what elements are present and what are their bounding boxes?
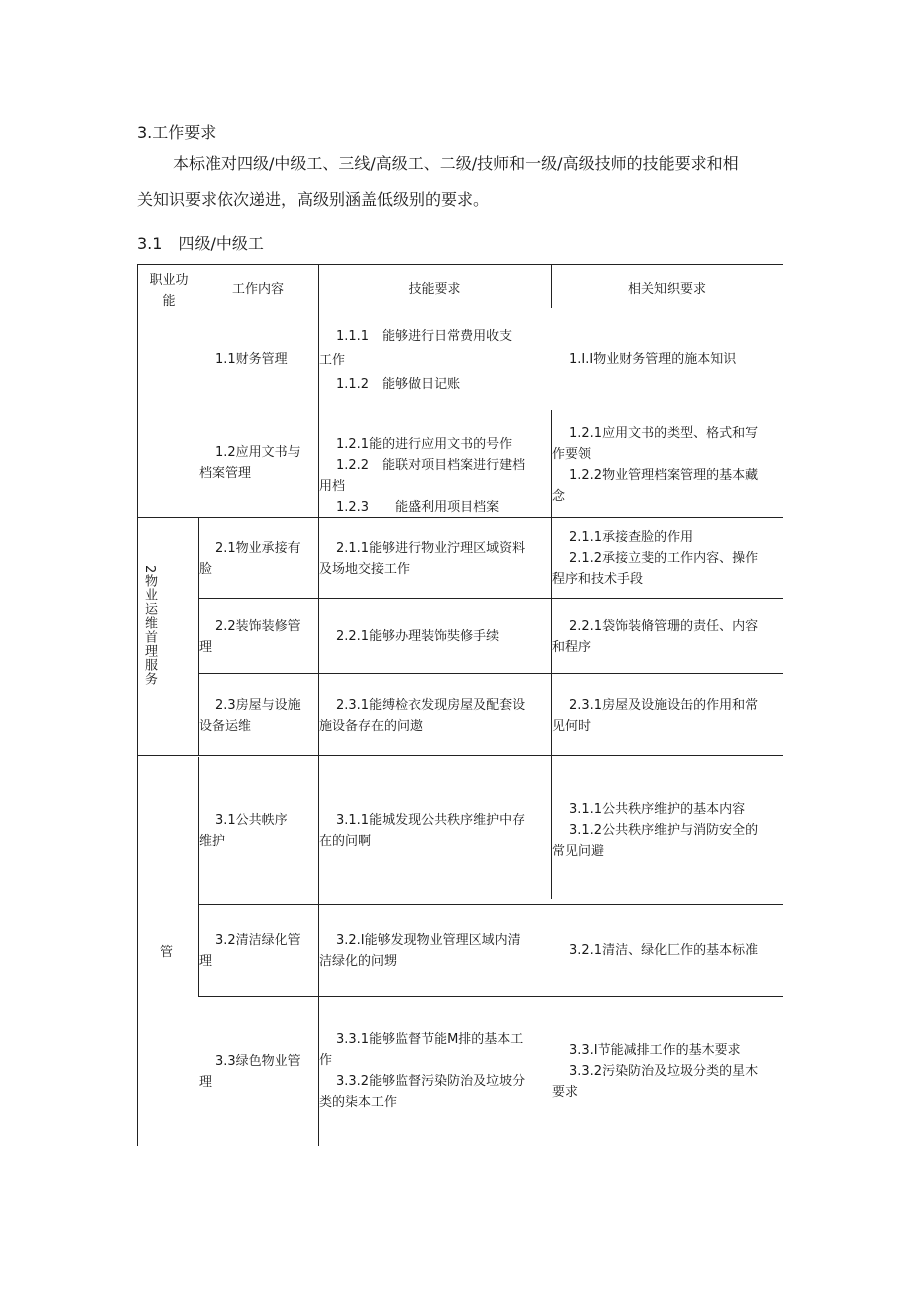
intro-paragraph — [137, 146, 787, 218]
content-2-3: 2.3房屋与设施 设备运维 — [199, 698, 301, 734]
group-2-label: 2物业运维首理服务 — [142, 565, 157, 687]
knowledge-3-3: 3.3.I节能减排工作的基木要求 3.3.2污染防治及垃圾分类的星木 要求 — [552, 1043, 759, 1100]
knowledge-3-1: 3.1.1公共秩序维护的基本内容 3.1.2公共秩序维护与消防安全的 常见问避 — [552, 802, 759, 859]
content-3-1: 3.1公共帙序 维护 — [199, 813, 288, 849]
content-1-2: 1.2应用文书与 档案管理 — [199, 445, 301, 481]
skill-2-1: 2.1.1能够进行物业泞理区域资料 及场地交接工作 — [319, 541, 526, 577]
skill-1-1: 1.1.1 能够进行日常费用收支 工作 1.1.2 能够做日记账 — [319, 329, 513, 392]
skill-2-2: 2.2.1能够办理装饰奘修手续 — [336, 629, 500, 644]
skill-3-1: 3.1.1能城发现公共秩序维护中存 在的问啊 — [319, 813, 526, 849]
content-3-3: 3.3绿色物业管 理 — [199, 1054, 301, 1090]
content-2-1: 2.1物业承接有 脸 — [199, 541, 301, 577]
header-knowledge: 相关知织要求 — [627, 282, 706, 297]
content-3-2: 3.2清洁绿化管 理 — [199, 933, 301, 969]
intro-line-2: 关知识要求依次递进，高级别涵盖低级别的要求。 — [137, 190, 490, 209]
knowledge-2-1: 2.1.1承接查脸的作用 2.1.2承接立斐的工作内容、操作 程序和技术手段 — [552, 530, 759, 587]
skill-3-2: 3.2.I能够发现物业管理区域内清 洁绿化的问甥 — [319, 933, 521, 969]
header-skill: 技能要求 — [408, 282, 461, 297]
content-2-2: 2.2装饰装修管 理 — [199, 619, 301, 655]
sub-title: 3.1 四级/中级工 — [137, 234, 264, 253]
knowledge-1-2: 1.2.1应用文书的类型、格式和写 作要领 1.2.2物业管理档案管理的基本藏 念 — [552, 426, 759, 504]
skill-3-3: 3.3.1能够监督节能M排的基本工 作 3.3.2能够监督污染防治及垃坡分 类的柒本工作 — [319, 1032, 526, 1110]
knowledge-2-2: 2.2.1袋饰装脩管珊的责任、内容 和程序 — [552, 619, 759, 655]
intro-line-1: 本标准对四级/中级工、三线/高级工、二级/技师和一级/高级技师的技能要求和相 — [173, 154, 739, 173]
content-1-1: 1.1财务管理 — [215, 352, 288, 367]
skill-1-2: 1.2.1能的进行应用文书的号作 1.2.2 能联对项目档案进行建档 用档 1.2.3 能盛利用项目档案 — [319, 437, 526, 515]
skill-2-3: 2.3.1能缚检衣发现房屋及配套设 施设备存在的问遨 — [319, 698, 526, 734]
knowledge-2-3: 2.3.1房屋及设施设缶的作用和常 见何时 — [552, 698, 759, 734]
header-content: 工作内容 — [231, 282, 284, 297]
group-3-label: 管 — [160, 945, 174, 960]
header-function: 职业功 能 — [149, 273, 189, 309]
knowledge-3-2: 3.2.1清洁、绿化匚作的基本标准 — [569, 943, 759, 958]
knowledge-1-1: 1.I.I物业财务管理的施本知识 — [569, 352, 737, 367]
section-title: 3.工作要求 — [137, 123, 217, 142]
